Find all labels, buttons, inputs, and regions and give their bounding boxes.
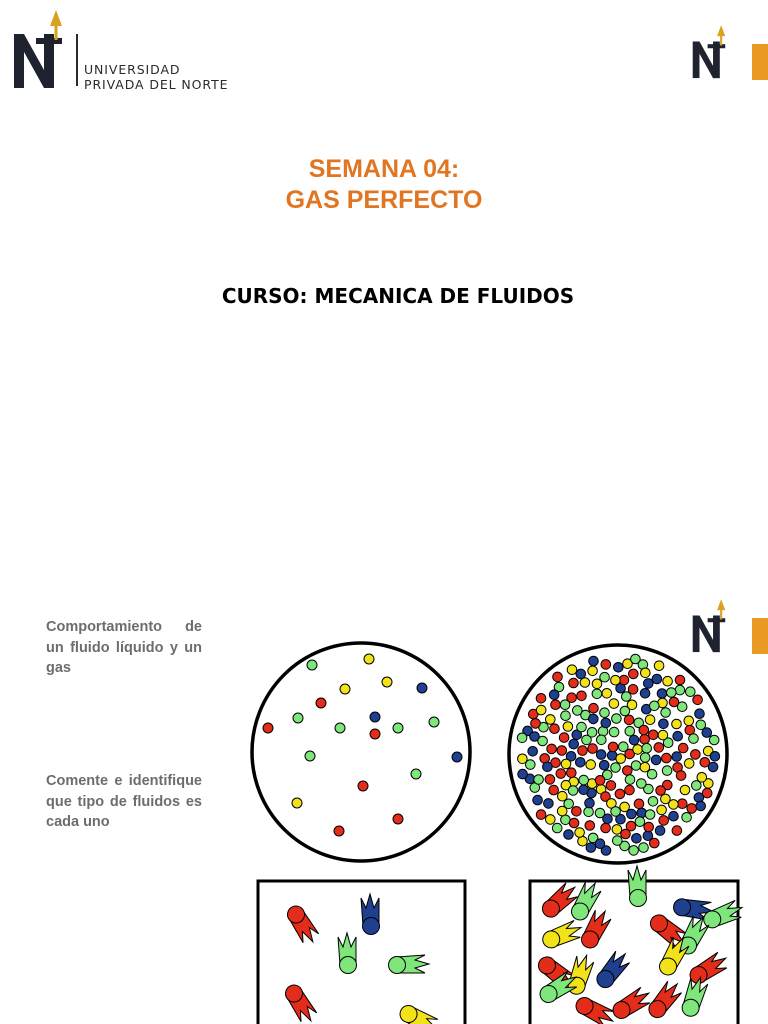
liquid-molecule [625, 726, 635, 736]
liquid-molecule [596, 750, 606, 760]
liquid-molecule [544, 799, 554, 809]
liquid-molecule [644, 679, 654, 689]
gas-molecule [340, 684, 350, 694]
liquid-molecule [661, 708, 671, 718]
liquid-molecule [589, 703, 599, 713]
university-logo [10, 10, 280, 92]
liquid-molecule [669, 697, 679, 707]
liquid-molecule [569, 678, 579, 688]
liquid-molecule [669, 811, 679, 821]
dense-liquid-circle [509, 645, 727, 863]
liquid-molecule [611, 763, 621, 773]
liquid-molecule [680, 785, 690, 795]
liquid-molecule [619, 742, 629, 752]
liquid-molecule [640, 762, 650, 772]
liquid-molecule [578, 836, 588, 846]
liquid-molecule [608, 742, 618, 752]
liquid-molecule [600, 672, 610, 682]
upn-n-logo-icon [10, 10, 72, 92]
liquid-molecule [517, 733, 527, 743]
liquid-molecule [601, 823, 611, 833]
liquid-molecule [640, 753, 650, 763]
liquid-molecule [675, 675, 685, 685]
liquid-molecule [625, 775, 635, 785]
liquid-molecule [709, 735, 719, 745]
liquid-molecule [672, 752, 682, 762]
liquid-molecule [573, 706, 583, 716]
gas-molecule [370, 729, 380, 739]
liquid-molecule [625, 785, 635, 795]
liquid-molecule [569, 739, 579, 749]
liquid-molecule [609, 699, 619, 709]
liquid-molecule [557, 746, 567, 756]
liquid-molecule [584, 807, 594, 817]
liquid-molecule [662, 766, 672, 776]
liquid-molecule [567, 768, 577, 778]
liquid-molecule [567, 665, 577, 675]
liquid-molecule [626, 821, 636, 831]
liquid-molecule [592, 689, 602, 699]
liquid-molecule [641, 668, 651, 678]
liquid-molecule [589, 714, 599, 724]
liquid-molecule [560, 700, 570, 710]
liquid-molecule [588, 744, 598, 754]
liquid-molecule [624, 715, 634, 725]
liquid-molecule [609, 727, 619, 737]
liquid-molecule [611, 675, 621, 685]
liquid-molecule [654, 743, 664, 753]
liquid-molecule [585, 821, 595, 831]
liquid-molecule [695, 709, 705, 719]
liquid-molecule [642, 743, 652, 753]
liquid-molecule [585, 798, 595, 808]
sparse-moving-particles-box [258, 881, 465, 1024]
liquid-molecule [545, 775, 555, 785]
liquid-molecule [558, 791, 568, 801]
liquid-molecule [543, 762, 553, 772]
description-text: Comportamiento de un fluido líquido y un gas [46, 619, 202, 676]
liquid-molecule [654, 661, 664, 671]
liquid-molecule [629, 669, 639, 679]
liquid-molecule [659, 816, 669, 826]
liquid-molecule [561, 759, 571, 769]
liquid-molecule [563, 722, 573, 732]
gas-molecule [334, 826, 344, 836]
liquid-molecule [655, 826, 665, 836]
liquid-molecule [531, 719, 541, 729]
liquid-molecule [684, 759, 694, 769]
liquid-molecule [645, 810, 655, 820]
gas-molecule [452, 752, 462, 762]
liquid-molecule [632, 834, 642, 844]
liquid-molecule [652, 674, 662, 684]
gas-molecule [358, 781, 368, 791]
content-slide [0, 588, 768, 1024]
liquid-molecule [526, 760, 536, 770]
liquid-molecule [710, 752, 720, 762]
gas-molecule [393, 814, 403, 824]
liquid-molecule [536, 694, 546, 704]
gas-molecule [293, 713, 303, 723]
liquid-molecule [576, 758, 586, 768]
gas-molecule [316, 698, 326, 708]
liquid-molecule [518, 769, 528, 779]
gas-molecule [370, 712, 380, 722]
liquid-molecule [697, 773, 707, 783]
liquid-molecule [534, 775, 544, 785]
liquid-molecule [684, 716, 694, 726]
gas-molecule [382, 677, 392, 687]
liquid-molecule [687, 804, 697, 814]
dense-moving-particles-box [530, 866, 745, 1024]
liquid-molecule [613, 836, 623, 846]
liquid-molecule [615, 789, 625, 799]
liquid-molecule [547, 744, 557, 754]
liquid-molecule [650, 701, 660, 711]
liquid-molecule [588, 666, 598, 676]
liquid-molecule [587, 728, 597, 738]
liquid-molecule [620, 802, 630, 812]
gas-molecule [417, 683, 427, 693]
liquid-molecule [696, 801, 706, 811]
liquid-molecule [553, 672, 563, 682]
liquid-molecule [669, 800, 679, 810]
gas-molecule [429, 717, 439, 727]
liquid-molecule [662, 753, 672, 763]
liquid-molecule [595, 839, 605, 849]
liquid-molecule [667, 688, 677, 698]
liquid-molecule [546, 815, 556, 825]
liquid-molecule [549, 785, 559, 795]
liquid-molecule [656, 786, 666, 796]
liquid-molecule [557, 806, 567, 816]
logo-line-2: PRIVADA DEL NORTE [84, 77, 229, 92]
liquid-molecule [528, 747, 538, 757]
gas-molecule [292, 798, 302, 808]
liquid-molecule [676, 771, 686, 781]
slide-title-line-2: GAS PERFECTO [285, 186, 483, 214]
slide-title-line-1: SEMANA 04: [308, 155, 460, 183]
liquid-molecule [561, 815, 571, 825]
liquid-molecule [575, 828, 585, 838]
liquid-molecule [639, 843, 649, 853]
gas-molecule [393, 723, 403, 733]
liquid-molecule [616, 754, 626, 764]
liquid-molecule [564, 830, 574, 840]
liquid-molecule [551, 700, 561, 710]
liquid-molecule [678, 743, 688, 753]
gas-molecule [411, 769, 421, 779]
liquid-molecule [586, 843, 596, 853]
moving-particle-icon [628, 866, 647, 907]
liquid-molecule [599, 760, 609, 770]
liquid-molecule [601, 660, 611, 670]
liquid-molecule [620, 706, 630, 716]
liquid-molecule [612, 714, 622, 724]
liquid-molecule [600, 708, 610, 718]
liquid-molecule [629, 846, 639, 856]
liquid-molecule [579, 785, 589, 795]
liquid-molecule [678, 799, 688, 809]
liquid-molecule [559, 733, 569, 743]
liquid-molecule [601, 718, 611, 728]
liquid-molecule [631, 761, 641, 771]
liquid-molecule [639, 725, 649, 735]
liquid-molecule [614, 663, 624, 673]
liquid-molecule [702, 728, 712, 738]
liquid-molecule [650, 838, 660, 848]
liquid-molecule [651, 755, 661, 765]
liquid-molecule [546, 715, 556, 725]
logo-line-1: UNIVERSIDAD [84, 62, 181, 77]
liquid-molecule [572, 807, 582, 817]
liquid-molecule [586, 760, 596, 770]
question-text: Comente e identifique que tipo de fluidos es cada uno [46, 773, 202, 830]
liquid-molecule [672, 826, 682, 836]
liquid-molecule [672, 719, 682, 729]
liquid-molecule [589, 656, 599, 666]
liquid-molecule [686, 687, 696, 697]
gas-molecule [263, 723, 273, 733]
liquid-molecule [568, 786, 578, 796]
gas-molecule [305, 751, 315, 761]
course-title: CURSO: MECANICA DE FLUIDOS [221, 284, 575, 308]
gas-molecule [307, 660, 317, 670]
liquid-molecule [648, 730, 658, 740]
liquid-molecule [657, 805, 667, 815]
liquid-molecule [611, 807, 621, 817]
liquid-molecule [577, 691, 587, 701]
liquid-molecule [634, 799, 644, 809]
liquid-molecule [550, 724, 560, 734]
liquid-molecule [561, 711, 571, 721]
gas-molecule [335, 723, 345, 733]
liquid-molecule [640, 689, 650, 699]
liquid-molecule [577, 722, 587, 732]
liquid-molecule [631, 654, 641, 664]
liquid-molecule [689, 734, 699, 744]
liquid-molecule [536, 705, 546, 715]
liquid-molecule [673, 731, 683, 741]
liquid-molecule [612, 825, 622, 835]
liquid-molecule [644, 822, 654, 832]
liquid-molecule [595, 808, 605, 818]
liquid-molecule [637, 779, 647, 789]
liquid-molecule [702, 788, 712, 798]
liquid-molecule [556, 769, 566, 779]
liquid-molecule [629, 735, 639, 745]
liquid-molecule [645, 715, 655, 725]
sparse-gas-circle [252, 643, 470, 861]
liquid-molecule [578, 746, 588, 756]
liquid-molecule [675, 685, 685, 695]
liquid-molecule [640, 734, 650, 744]
liquid-molecule [682, 813, 692, 823]
liquid-molecule [592, 679, 602, 689]
liquid-molecule [663, 676, 673, 686]
liquid-molecule [530, 732, 540, 742]
liquid-molecule [552, 823, 562, 833]
particle-diagram [240, 638, 768, 1024]
liquid-molecule [579, 775, 589, 785]
liquid-molecule [691, 750, 701, 760]
liquid-molecule [549, 690, 559, 700]
liquid-molecule [602, 689, 612, 699]
liquid-molecule [635, 817, 645, 827]
liquid-molecule [623, 766, 633, 776]
liquid-molecule [576, 669, 586, 679]
orange-accent-bar [752, 44, 768, 80]
liquid-molecule [595, 776, 605, 786]
liquid-molecule [536, 810, 546, 820]
liquid-molecule [659, 719, 669, 729]
liquid-molecule [693, 695, 703, 705]
liquid-molecule [658, 730, 668, 740]
liquid-molecule [648, 797, 658, 807]
liquid-molecule [569, 818, 579, 828]
liquid-molecule [597, 735, 607, 745]
upn-n-logo-icon [690, 24, 732, 82]
liquid-molecule [657, 689, 667, 699]
liquid-molecule [700, 758, 710, 768]
logo-divider [76, 34, 78, 86]
liquid-molecule [628, 685, 638, 695]
liquid-molecule [606, 781, 616, 791]
liquid-molecule [633, 745, 643, 755]
liquid-molecule [533, 795, 543, 805]
gas-molecule [364, 654, 374, 664]
